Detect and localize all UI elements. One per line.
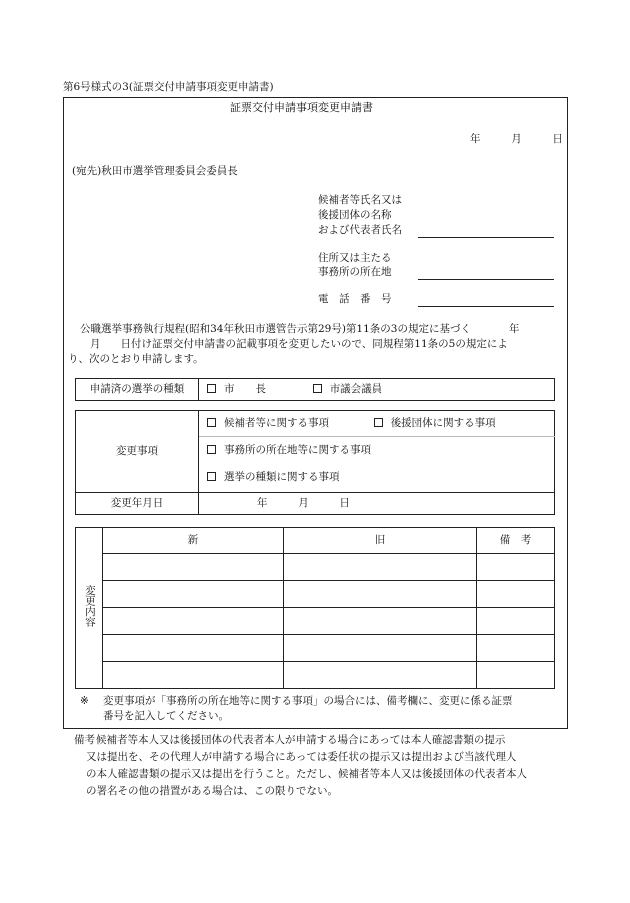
support-group-option[interactable] <box>374 417 496 429</box>
col-old-header: 旧 <box>284 528 477 554</box>
name-label-line-3: および代表者氏名 <box>318 224 402 236</box>
support-group-label: 後援団体に関する事項 <box>390 416 496 429</box>
body-year-label: 年 <box>508 323 520 335</box>
mayor-label: 市 長 <box>224 382 266 395</box>
remarks-line-2: 又は提出を、その代理人が申請する場合にあっては委任状の提示又は提出および当該代理人 <box>86 751 517 763</box>
notes-cell-2[interactable] <box>477 581 555 608</box>
change-content-table <box>75 527 555 689</box>
body-text-line-3: り、次のとおり申請します。 <box>68 353 204 365</box>
body-month-label: 月 <box>90 338 101 350</box>
col-notes-header: 備 考 <box>477 528 555 554</box>
addressee: (宛先)秋田市選挙管理委員会委員長 <box>72 165 238 177</box>
name-input-line[interactable] <box>418 224 554 238</box>
asterisk-note-line-2: 番号を記入してください。 <box>103 710 229 722</box>
notes-cell-4[interactable] <box>477 635 555 662</box>
council-label: 市議会議員 <box>329 382 383 395</box>
change-content-side-text: 変更内容 <box>83 584 96 627</box>
change-date-month: 月 <box>298 496 309 509</box>
candidate-checkbox[interactable] <box>207 418 216 427</box>
body-text-line-1-text: 公職選挙事務執行規程(昭和34年秋田市選管告示第29号)第11条の3の規定に基づく <box>80 323 471 335</box>
notes-cell-1[interactable] <box>477 554 555 581</box>
mayor-checkbox[interactable] <box>207 384 216 393</box>
change-items-label: 変更事項 <box>76 411 199 493</box>
phone-input-line[interactable] <box>418 293 554 307</box>
old-cell-5[interactable] <box>284 662 477 689</box>
col-new-header: 新 <box>103 528 284 554</box>
old-cell-2[interactable] <box>284 581 477 608</box>
page-title: 証票交付申請事項変更申請書 <box>230 101 373 114</box>
remarks-line-3: の本人確認書類の提示又は提出を行うこと。ただし、候補者等本人又は後援団体の代表者本人 <box>86 768 527 780</box>
new-cell-3[interactable] <box>103 608 284 635</box>
election-type-options <box>199 379 555 401</box>
office-option[interactable] <box>199 437 555 465</box>
new-cell-4[interactable] <box>103 635 284 662</box>
notes-cell-5[interactable] <box>477 662 555 689</box>
change-items-row-1 <box>199 411 555 437</box>
address-label-line-2: 事務所の所在地 <box>318 266 392 278</box>
notes-cell-3[interactable] <box>477 608 555 635</box>
change-date-day: 日 <box>339 496 350 509</box>
candidate-option[interactable] <box>207 417 329 429</box>
address-input-line[interactable] <box>418 266 554 280</box>
support-group-checkbox[interactable] <box>374 418 383 427</box>
remarks-line-1: 候補者等本人又は後援団体の代表者本人が申請する場合にあっては本人確認書類の提示 <box>96 734 506 746</box>
new-cell-5[interactable] <box>103 662 284 689</box>
old-cell-4[interactable] <box>284 635 477 662</box>
change-date-field[interactable] <box>199 493 555 515</box>
name-label-line-2: 後援団体の名称 <box>318 209 392 221</box>
election-type-label: 申請済の選挙の種類 <box>76 379 199 401</box>
council-checkbox[interactable] <box>313 384 322 393</box>
old-cell-3[interactable] <box>284 608 477 635</box>
office-checkbox[interactable] <box>207 445 216 454</box>
phone-label: 電 話 番 号 <box>318 293 392 305</box>
date-day-label: 日 <box>552 133 563 145</box>
change-date-label: 変更年月日 <box>76 493 199 515</box>
body-text-line-2-text: 日付け証票交付申請書の記載事項を変更したいので、同規程第11条の5の規定によ <box>120 338 508 350</box>
council-option[interactable] <box>313 383 383 395</box>
remarks-line-4: の署名その他の措置がある場合は、この限りでない。 <box>86 785 338 797</box>
asterisk-note-line-1: 変更事項が「事務所の所在地等に関する事項」の場合には、備考欄に、変更に係る証票 <box>103 695 513 707</box>
election-type-change-checkbox[interactable] <box>207 472 216 481</box>
new-cell-1[interactable] <box>103 554 284 581</box>
mayor-option[interactable] <box>207 383 266 395</box>
body-text-line-2 <box>68 338 508 352</box>
change-content-side-label <box>76 528 103 689</box>
election-type-table <box>75 378 555 401</box>
body-text-line-1 <box>80 323 519 337</box>
change-date-year: 年 <box>257 496 268 509</box>
date-month-label: 月 <box>511 133 522 145</box>
address-label-line-1: 住所又は主たる <box>318 252 392 264</box>
date-year-label: 年 <box>470 133 481 145</box>
election-type-change-label: 選挙の種類に関する事項 <box>224 471 340 484</box>
election-type-change-option[interactable] <box>199 465 555 493</box>
form-reference: 第6号様式の3(証票交付申請事項変更申請書) <box>63 81 274 93</box>
candidate-label: 候補者等に関する事項 <box>224 416 329 429</box>
office-label: 事務所の所在地等に関する事項 <box>224 443 371 456</box>
remarks-label: 備考 <box>74 734 95 746</box>
date-line <box>470 133 563 147</box>
new-cell-2[interactable] <box>103 581 284 608</box>
old-cell-1[interactable] <box>284 554 477 581</box>
change-items-table <box>75 410 555 515</box>
asterisk-mark: ※ <box>80 695 89 707</box>
name-label-line-1: 候補者等氏名又は <box>318 194 402 206</box>
